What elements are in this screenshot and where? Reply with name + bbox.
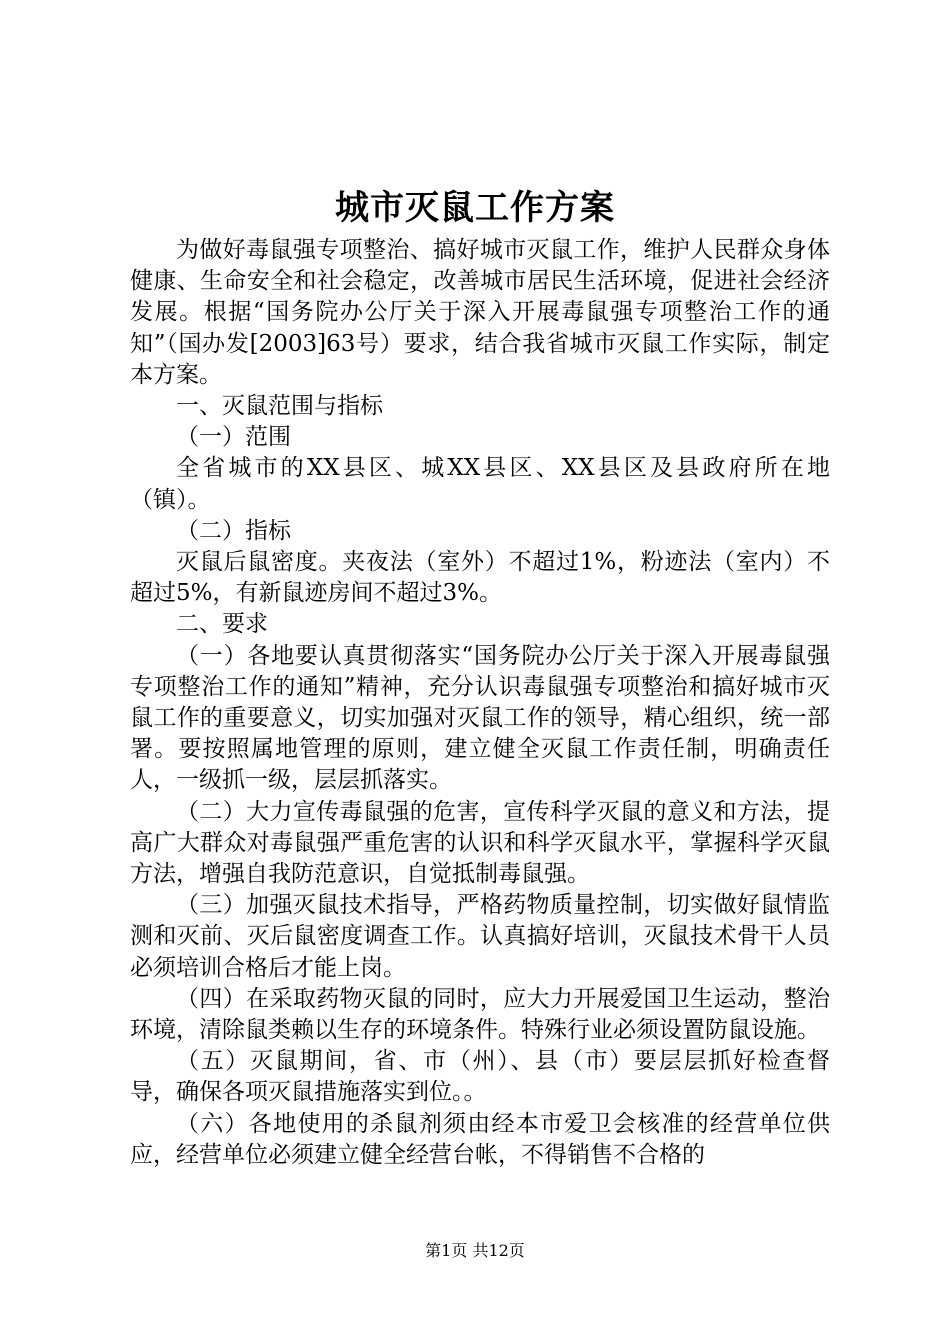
requirement-item-4: （四）在采取药物灭鼠的同时，应大力开展爱国卫生运动，整治环境，清除鼠类赖以生存的环境条件。特殊行业必须设置防鼠设施。 (130, 985, 830, 1044)
requirement-item-3: （三）加强灭鼠技术指导，严格药物质量控制，切实做好鼠情监测和灭前、灭后鼠密度调查工作。认真搞好培训，灭鼠技术骨干人员必须培训合格后才能上岗。 (130, 892, 830, 981)
document-title: 城市灭鼠工作方案 (335, 188, 615, 228)
requirement-item-6: （六）各地使用的杀鼠剂须由经本市爱卫会核准的经营单位供应，经营单位必须建立健全经营台帐，不得销售不合格的 (130, 1110, 830, 1168)
requirement-item-5: （五）灭鼠期间，省、市（州）、县（市）要层层抓好检查督导，确保各项灭鼠措施落实到位。。 (130, 1048, 830, 1106)
subheading-scope: （一）范围 (176, 424, 291, 451)
document-body (130, 235, 830, 1171)
requirement-item-2: （二）大力宣传毒鼠强的危害，宣传科学灭鼠的意义和方法，提高广大群众对毒鼠强严重危害的认识和科学灭鼠水平，掌握科学灭鼠方法，增强自我防范意识，自觉抵制毒鼠强。 (130, 798, 830, 888)
section-heading-requirements: 二、要求 (176, 611, 268, 638)
page-footer: 第1页 共12页 (425, 1241, 525, 1260)
subheading-targets: （二）指标 (176, 517, 291, 544)
scope-paragraph: 全省城市的XX县区、城XX县区、XX县区及县政府所在地（镇）。 (130, 455, 830, 513)
requirement-item-1: （一）各地要认真贯彻落实“国务院办公厅关于深入开展毒鼠强专项整治工作的通知”精神，充分认识毒鼠强专项整治和搞好城市灭鼠工作的重要意义，切实加强对灭鼠工作的领导，精心组织，统一部署。要按照属地管理的原则，建立健全灭鼠工作责任制，明确责任人，一级抓一级，层层抓落实。 (130, 642, 830, 794)
intro-paragraph: 为做好毒鼠强专项整治、搞好城市灭鼠工作，维护人民群众身体健康、生命安全和社会稳定，改善城市居民生活环境，促进社会经济发展。根据“国务院办公厅关于深入开展毒鼠强专项整治工作的通知”（国办发[2003]63号）要求，结合我省城市灭鼠工作实际，制定本方案。 (130, 237, 830, 388)
section-heading-scope-and-targets: 一、灭鼠范围与指标 (176, 393, 383, 420)
targets-paragraph: 灭鼠后鼠密度。夹夜法（室外）不超过1%，粉迹法（室内）不超过5%，有新鼠迹房间不超过3%。 (130, 549, 830, 607)
